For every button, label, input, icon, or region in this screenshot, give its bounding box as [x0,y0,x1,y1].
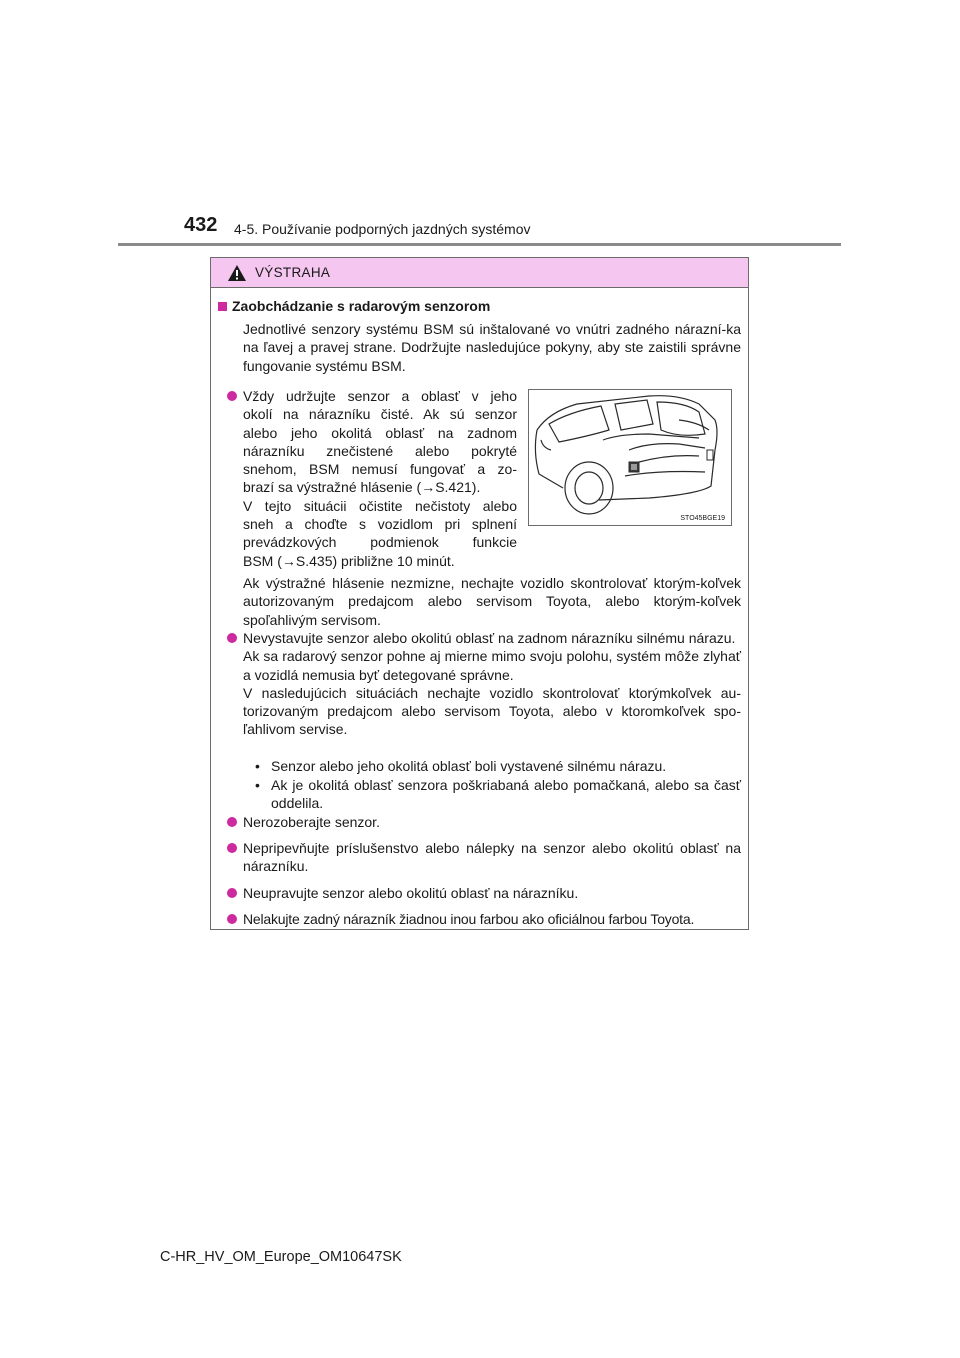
page-number: 432 [184,214,218,236]
bullet-1-line: alebo jeho okolitá oblasť na zadnom [243,424,517,441]
bullet-dot [227,633,237,643]
sub-bullet-2 [255,776,741,813]
warning-header [211,258,748,288]
bullet-dot [227,817,237,827]
bullet-2-para-b: Ak sa radarový senzor pohne aj mierne mimo svoju polohu, systém môže zlyhať a vozidlá nemusia byť detegované správne. [243,648,741,683]
bullet-dot [227,391,237,401]
car-rear-figure [528,389,732,526]
warning-label: VÝSTRAHA [255,265,331,280]
bullet-1-line: BSM (→S.435) približne 10 minút. [243,552,455,569]
sub-bullet-1 [255,757,741,775]
bullet-4-text: Nepripevňujte príslušenstvo alebo nálepky na senzor alebo okolitú oblasť na nárazníku. [243,840,741,875]
bullet-1-line: prevádzkových podmienok funkcie [243,534,517,551]
bullet-1-line: Vždy udržujte senzor a oblasť v jeho [243,388,517,404]
bullet-1-continuation: Ak výstražné hlásenie nezmizne, nechajte vozidlo skontrolovať ktorým-koľvek autorizovaným predajcom alebo servisom Toyota, alebo ktorým-koľvek spoľahlivým servisom. [243,575,741,628]
sub-bullet-dot: • [255,758,260,774]
intro-paragraph: Jednotlivé senzory systému BSM sú inštalované vo vnútri zadného nárazní-ka na ľavej a pravej strane. Dodržujte nasledujúce pokyny, aby ste zaistili správne fungovanie systému BSM. [243,321,741,374]
section-title: 4-5. Používanie podporných jazdných systémov [234,221,531,237]
bullet-1-line: okolí na nárazníku čisté. Ak sú senzor [243,406,517,423]
sub-bullet-1-text: Senzor alebo jeho okolitá oblasť boli vystavené silnému nárazu. [271,758,667,774]
warning-triangle-icon [227,264,247,282]
car-rear-illustration [529,390,731,525]
warning-heading [218,298,740,314]
bullet-2-text [243,629,741,739]
bullet-5-text: Neupravujte senzor alebo okolitú oblasť na nárazníku. [243,885,579,901]
bullet-1-line: brazí sa výstražné hlásenie (→S.421). [243,479,481,496]
header-rule [118,243,841,246]
footer-doc-id: C-HR_HV_OM_Europe_OM10647SK [160,1249,402,1265]
bullet-6-text: Nelakujte zadný nárazník žiadnou inou farbou ako oficiálnou farbou Toyota. [243,911,695,927]
bullet-1-lines [243,387,517,570]
bullet-1-line: snehom, BSM nemusí fungovať a zo- [243,461,517,478]
bullet-1-line: nárazníku znečistené alebo pokryté [243,442,517,459]
bullet-3-text: Nerozoberajte senzor. [243,814,380,830]
sub-bullet-dot: • [255,777,260,793]
bullet-dot [227,888,237,898]
warning-box [210,257,749,930]
square-bullet-icon [218,302,227,311]
sub-bullet-2-text: Ak je okolitá oblasť senzora poškriabaná alebo pomačkaná, alebo sa časť oddelila. [271,777,741,812]
bullet-dot [227,843,237,853]
bullet-2-para-c: V nasledujúcich situáciách nechajte vozidlo skontrolovať ktorýmkoľvek au-torizovaným predajcom alebo servisom Toyota, alebo v ktoromkoľvek spo-ľahlivom servise. [243,684,741,738]
figure-code: STO45BGE19 [680,515,725,522]
warning-heading-text: Zaobchádzanie s radarovým senzorom [232,298,491,314]
bullet-2-para-a: Nevystavujte senzor alebo okolitú oblasť na zadnom nárazníku silnému nárazu. [243,630,736,646]
bullet-1-line: V tejto situácii očistite nečistoty alebo [243,497,517,514]
bullet-dot [227,914,237,924]
bullet-1-line: sneh a choďte s vozidlom pri splnení [243,516,517,533]
